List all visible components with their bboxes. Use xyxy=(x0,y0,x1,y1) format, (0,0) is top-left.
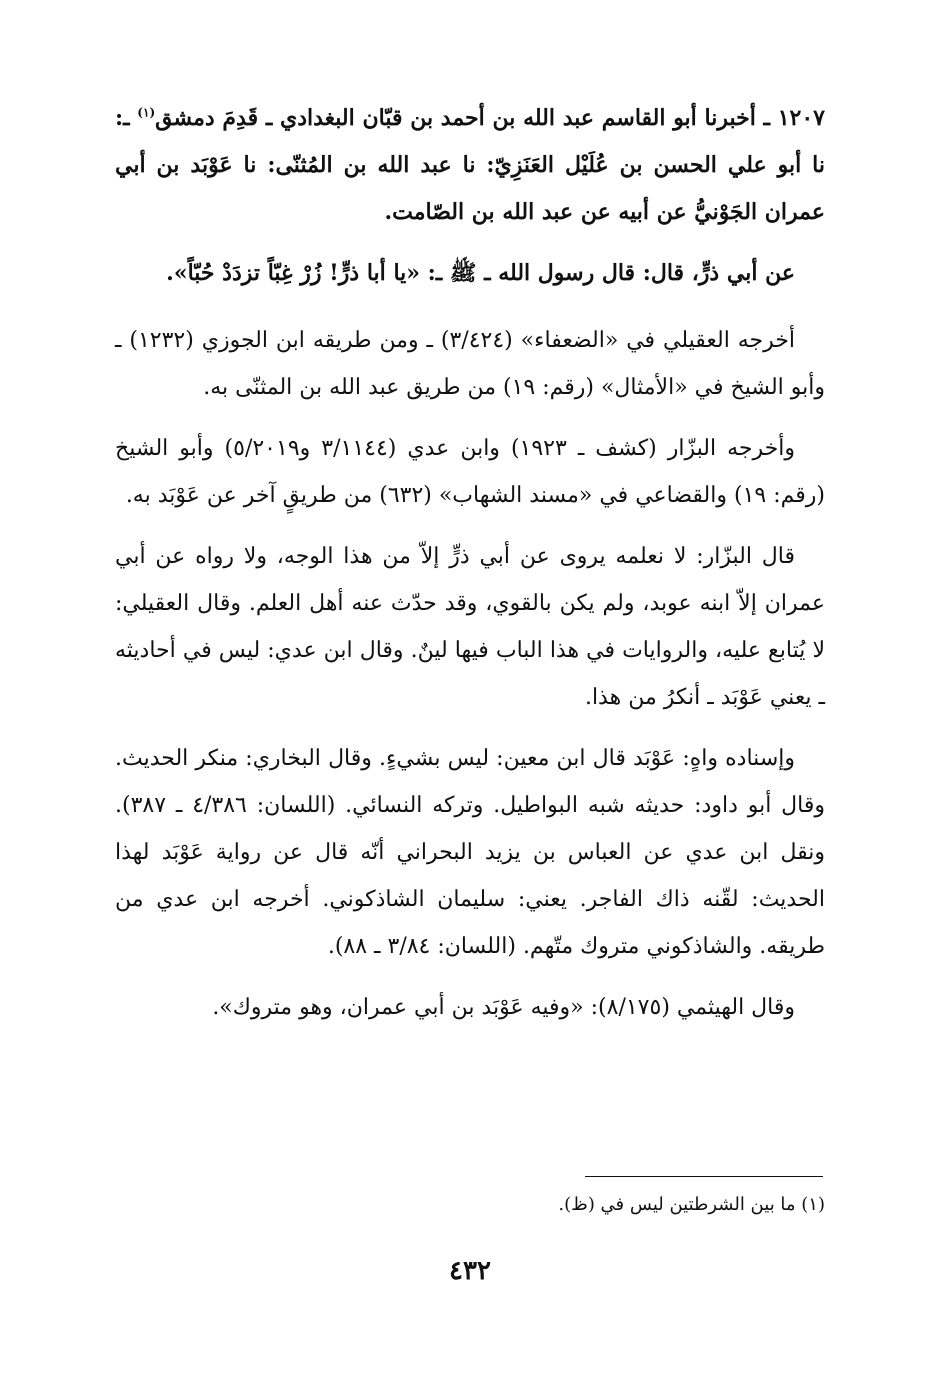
commentary-paragraph-3: قال البزّار: لا نعلمه يروى عن أبي ذرٍّ إلاّ من هذا الوجه، ولا رواه عن أبي عمران إلاّ ابنه عوبد، ولم يكن بالقوي، وقد حدّث عنه أهل العلم. وقال العقيلي: لا يُتابع عليه، والروايات في هذا الباب فيها لينٌ. وقال ابن عدي: ليس في أحاديثه ـ يعني عَوْبَد ـ أنكرُ من هذا. xyxy=(115,544,825,710)
hadith-isnad-part-2: ـ: نا أبو علي الحسن بن عُلَيْل العَنَزِيّ: نا عبد الله بن المُثنّى: نا عَوْبَد بن أبي عمران الجَوْنيُّ عن أبيه عن عبد الله بن الصّامت. xyxy=(115,105,825,225)
commentary-paragraph-4: وإسناده واهٍ: عَوْبَد قال ابن معين: ليس بشيءٍ. وقال البخاري: منكر الحديث. وقال أبو داود: حديثه شبه البواطيل. وتركه النسائي. (اللسان: ٤/٣٨٦ ـ ٣٨٧). ونقل ابن عدي عن العباس بن يزيد البحراني أنّه قال عن رواية عَوْبَد لهذا الحديث: لقّنه ذاك الفاجر. يعني: سليمان الشاذكوني. أخرجه ابن عدي من طريقه. والشاذكوني متروك متّهم. (اللسان: ٣/٨٤ ـ ٨٨). xyxy=(115,746,825,959)
footnote-divider xyxy=(585,1176,823,1177)
footnote-marker: (١) xyxy=(137,105,156,120)
page-number: ٤٣٢ xyxy=(449,1256,491,1286)
page-body xyxy=(115,95,825,1045)
commentary-paragraph-5: وقال الهيثمي (٨/١٧٥): «وفيه عَوْبَد بن أبي عمران، وهو متروك». xyxy=(212,995,795,1020)
commentary-paragraph-2: وأخرجه البزّار (كشف ـ ١٩٢٣) وابن عدي (٣/١١٤٤ و٥/٢٠١٩) وأبو الشيخ (رقم: ١٩) والقضاعي في «مسند الشهاب» (٦٣٢) من طريقٍ آخر عن عَوْبَد به. xyxy=(115,436,825,508)
footnote: (١) ما بين الشرطتين ليس في (ظ). xyxy=(558,1194,825,1215)
commentary-paragraph-1: أخرجه العقيلي في «الضعفاء» (٣/٤٢٤) ـ ومن طريقه ابن الجوزي (١٢٣٢) ـ وأبو الشيخ في «الأمثال» (رقم: ١٩) من طريق عبد الله بن المثنّى به. xyxy=(115,328,825,400)
hadith-isnad xyxy=(115,95,825,236)
hadith-matn: عن أبي ذرٍّ، قال: قال رسول الله ـ ﷺ ـ: «يا أبا ذرٍّ! زُرْ غِبّاً تزدَدْ حُبّاً». xyxy=(166,260,795,286)
hadith-isnad-part-1: ١٢٠٧ ـ أخبرنا أبو القاسم عبد الله بن أحمد بن قبّان البغدادي ـ قَدِمَ دمشق xyxy=(155,105,825,131)
